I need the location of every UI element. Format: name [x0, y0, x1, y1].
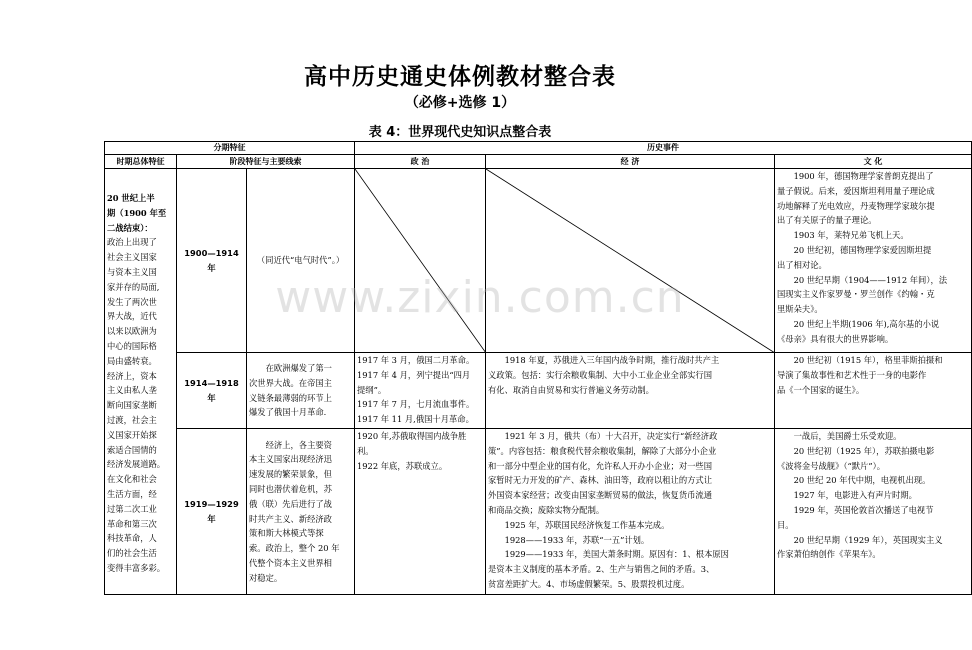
text-line: 经济上，各主要资	[265, 439, 332, 450]
text-line: 时共产主义、新经济政	[249, 513, 332, 524]
overall-text-line: 们的社会生活	[107, 548, 157, 559]
overall-text-line: 局由盛转衰。	[107, 355, 157, 366]
period-label: 1914—1918 年	[177, 353, 247, 429]
overall-text-line: 界大战，近代	[107, 311, 157, 322]
text-line: 义链条最薄弱的环节上	[249, 392, 332, 403]
stage-features-cell	[247, 429, 355, 595]
text-line: 《母亲》具有很大的世界影响。	[777, 333, 894, 344]
table-row	[105, 169, 972, 353]
overall-text-line: 家并存的局面,	[107, 281, 160, 292]
overall-text-line: 过第二次工业	[107, 503, 157, 514]
overall-heading-line: 二战结束）：	[107, 222, 153, 233]
text-line: 对稳定。	[249, 572, 283, 583]
text-line: 国现实主义作家罗曼・罗兰创作《约翰・克	[777, 289, 935, 300]
text-line: 俄（联）先后进行了战	[249, 498, 332, 509]
text-line: 次世界大战。在帝国主	[249, 377, 332, 388]
text-line: 20 世纪早期（1904——1912 年间），法	[793, 274, 948, 285]
text-line: 作家萧伯纳创作《苹果车》。	[777, 549, 881, 560]
text-line: 20 世纪 20 年代中期，电视机出现。	[793, 475, 931, 486]
text-line: 和商品交换；废除实物分配制。	[488, 504, 605, 515]
text-line: 有化、取消自由贸易和实行普遍义务劳动制。	[488, 384, 654, 395]
text-line: 在欧洲爆发了第一	[265, 362, 332, 373]
overall-text-line: 科技革命，人	[107, 533, 157, 544]
text-line: 20 世纪早期（1929 年），英国现实主义	[793, 534, 943, 545]
text-line: 爆发了俄国十月革命.	[249, 407, 327, 418]
header-stage-features: 阶段特征与主要线索	[177, 155, 355, 169]
text-line: 1927 年，电影进入有声片时期。	[793, 490, 917, 501]
text-line: 索。政治上，整个 20 年	[249, 543, 340, 554]
overall-text-line: 经济发展道路。	[107, 459, 166, 470]
text-line: 1922 年底，苏联成立。	[357, 460, 448, 471]
text-line: 策和斯大林模式等探	[249, 528, 324, 539]
text-line: 1928——1933 年，苏联“一五”计划。	[504, 534, 650, 545]
text-line: 是资本主义制度的基本矛盾。2、生产与销售之间的矛盾。3、	[488, 564, 715, 575]
text-line: 20 世纪初（1915 年），格里菲斯拍摄和	[793, 355, 943, 365]
overall-features-cell	[105, 169, 177, 595]
text-line: 1925 年，苏联国民经济恢复工作基本完成。	[504, 519, 670, 530]
header-row-group	[105, 142, 972, 155]
text-line: 和一部分中型企业的国有化，允许私人开办小企业；对一些国	[488, 460, 713, 471]
period-label: 1900—1914 年	[177, 169, 247, 353]
text-line: 品《一个国家的诞生》。	[777, 384, 865, 395]
overall-text-line: 革命和第三次	[107, 518, 157, 529]
text-line: 同时也潜伏着危机，苏	[249, 483, 332, 494]
overall-text-line: 在文化和社会	[107, 474, 157, 485]
header-row-columns	[105, 155, 972, 169]
text-line: 1918 年夏，苏俄进入三年国内战争时期，推行战时共产主	[504, 355, 720, 365]
overall-text-line: 断向国家垄断	[107, 400, 157, 411]
diagonal-line	[355, 169, 486, 353]
culture-cell	[775, 353, 972, 429]
overall-text-line: 中心的国际格	[107, 340, 157, 351]
overall-text	[107, 235, 174, 575]
overall-text-line: 以来以欧洲为	[107, 326, 157, 337]
text-line: 1903 年，莱特兄弟飞机上天。	[793, 230, 909, 241]
overall-heading-line: 20 世纪上半	[107, 193, 155, 203]
overall-text-line: 义国家开始探	[107, 429, 157, 440]
table-row	[105, 353, 972, 429]
text-line: 利。	[357, 445, 374, 456]
table-title: 表 4：世界现代史知识点整合表	[368, 125, 552, 140]
overall-text-line: 生活方面，经	[107, 488, 157, 499]
text-line: 提纲”。	[357, 384, 387, 395]
header-economy: 经 济	[486, 155, 775, 169]
stage-features-cell	[247, 169, 355, 353]
text-line: 一战后，美国爵士乐受欢迎。	[793, 431, 902, 441]
text-line: 1921 年 3 月，俄共（布）十大召开，决定实行“新经济政	[504, 431, 718, 441]
text-line: 1917 年 4 月，列宁提出“四月	[357, 369, 471, 380]
culture-cell	[775, 169, 972, 353]
watermark: www.zixin.com.cn	[275, 272, 685, 323]
text-line: 功地解释了光电效应，丹麦物理学家玻尔提	[777, 200, 935, 211]
text-line: 1917 年 3 月，俄国二月革命。	[357, 355, 475, 365]
text-line: 本主义国家出现经济迅	[249, 454, 332, 465]
economy-cell	[486, 353, 775, 429]
document-subtitle: （必修+选修 1）	[404, 95, 516, 111]
text-line: 1929 年，英国伦敦首次播送了电视节	[793, 504, 934, 515]
stage-line: （同近代“电气时代”。）	[256, 255, 345, 266]
table-row	[105, 429, 972, 595]
overall-text-line: 过渡，社会主	[107, 414, 157, 425]
text-line: 贫富差距扩大。4、市场虚假繁荣。5、股票投机过度。	[488, 578, 690, 589]
text-line: 代整个资本主义世界相	[249, 557, 332, 568]
text-line: 20 世纪上半期(1906 年),高尔基的小说	[793, 318, 940, 329]
document-title: 高中历史通史体例教材整合表	[304, 64, 616, 90]
text-line: 里斯朵夫》。	[777, 304, 823, 315]
text-line: 20 世纪初，德国物理学家爱因斯坦提	[793, 244, 932, 255]
text-line: 量子假说。后来，爱因斯坦利用量子理论成	[777, 185, 935, 196]
stage-features-cell	[247, 353, 355, 429]
text-line: 1929——1933 年，美国大萧条时期。原因有：1、根本原因	[504, 549, 729, 560]
period-label: 1919—1929 年	[177, 429, 247, 595]
text-line: 出了相对论。	[777, 259, 827, 270]
overall-text-line: 经济上，资本	[107, 370, 157, 381]
text-line: 导演了集故事性和艺术性于一身的电影作	[777, 369, 927, 380]
header-overall-features: 时期总体特征	[105, 155, 177, 169]
culture-cell	[775, 429, 972, 595]
text-line: 家暂时无力开发的矿产、森林、油田等，政府以租让的方式让	[488, 475, 713, 486]
header-historical-events: 历史事件	[355, 142, 972, 155]
text-line: 20 世纪初（1925 年），苏联拍摄电影	[793, 445, 935, 456]
text-line: 速发展的繁荣景象，但	[249, 469, 332, 480]
header-culture: 文 化	[775, 155, 972, 169]
text-line: 《波将金号战舰》（“默片”）。	[777, 460, 886, 471]
overall-heading-line: 期（1900 年至	[107, 207, 167, 218]
economy-empty-cell	[486, 169, 775, 353]
text-line: 1920 年,苏俄取得国内战争胜	[357, 431, 467, 441]
text-line: 目。	[777, 519, 794, 530]
overall-text-line: 索适合国情的	[107, 444, 157, 455]
header-period-features: 分期特征	[105, 142, 355, 155]
economy-cell	[486, 429, 775, 595]
overall-text-line: 变得丰富多彩。	[107, 562, 166, 573]
politics-cell	[355, 429, 486, 595]
text-line: 义政策。包括：实行余粮收集制、大中小工业企业全部实行国	[488, 369, 713, 380]
text-line: 1900 年，德国物理学家普朗克提出了	[793, 171, 934, 181]
text-line: 1917 年 11 月,俄国十月革命。	[357, 414, 474, 425]
overall-text-line: 社会主义国家	[107, 252, 157, 263]
history-table	[104, 141, 972, 595]
text-line: 策”。内容包括：粮食税代替余粮收集制，解除了大部分小企业	[488, 445, 717, 456]
overall-text-line: 发生了两次世	[107, 296, 157, 307]
overall-text-line: 与资本主义国	[107, 266, 157, 277]
overall-text-line: 政治上出现了	[107, 237, 157, 248]
text-line: 出了有关原子的量子理论。	[777, 215, 877, 226]
overall-text-line: 主义由私人垄	[107, 385, 157, 396]
header-politics: 政 治	[355, 155, 486, 169]
politics-cell	[355, 353, 486, 429]
politics-empty-cell	[355, 169, 486, 353]
diagonal-line	[486, 169, 775, 353]
text-line: 1917 年 7 月，七月流血事件。	[357, 399, 475, 410]
text-line: 外国资本家经营；改变由国家垄断贸易的做法，恢复货币流通	[488, 490, 713, 501]
